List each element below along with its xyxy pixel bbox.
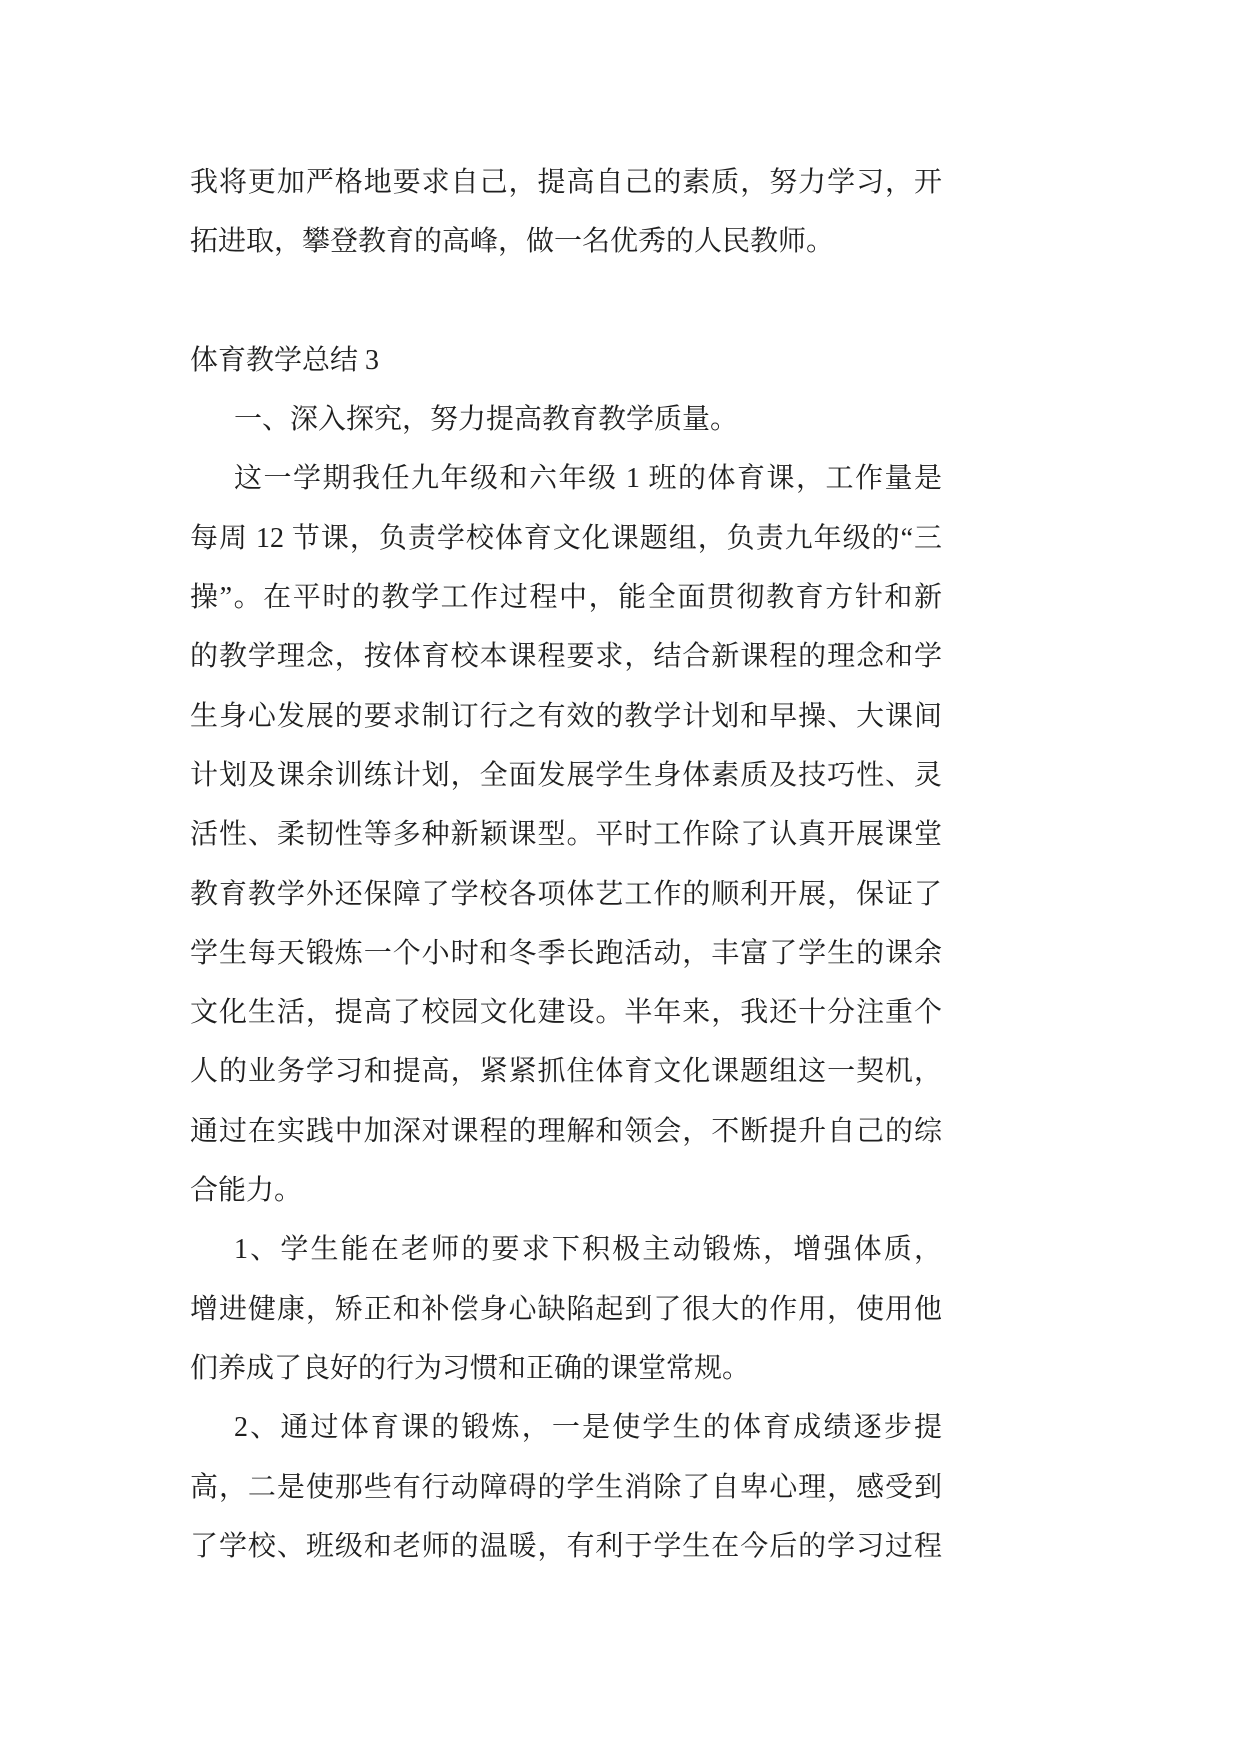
document-body xyxy=(190,153,942,1576)
section-heading: 一、深入探究，努力提高教育教学质量。 xyxy=(234,404,739,436)
list-item-line: 增进健康，矫正和补偿身心缺陷起到了很大的作用，使用他 xyxy=(190,1293,942,1325)
paragraph-line: 活性、柔韧性等多种新颖课型。平时工作除了认真开展课堂 xyxy=(190,819,942,851)
paragraph-line: 合能力。 xyxy=(190,1175,303,1207)
paragraph-line: 文化生活，提高了校园文化建设。半年来，我还十分注重个 xyxy=(190,997,942,1029)
paragraph-line: 我将更加严格地要求自己，提高自己的素质，努力学习，开 xyxy=(190,167,942,198)
paragraph-line: 学生每天锻炼一个小时和冬季长跑活动，丰富了学生的课余 xyxy=(190,937,942,969)
list-item-line: 了学校、班级和老师的温暖，有利于学生在今后的学习过程 xyxy=(190,1530,942,1562)
blank-line xyxy=(190,272,942,331)
paragraph-line: 每周 12 节课，负责学校体育文化课题组，负责九年级的“三 xyxy=(190,522,942,554)
list-item-line: 高，二是使那些有行动障碍的学生消除了自卑心理，感受到 xyxy=(190,1471,942,1503)
list-item-line: 们养成了良好的行为习惯和正确的课堂常规。 xyxy=(190,1352,751,1384)
paragraph-line: 拓进取，攀登教育的高峰，做一名优秀的人民教师。 xyxy=(190,226,835,258)
paragraph-line: 的教学理念，按体育校本课程要求，结合新课程的理念和学 xyxy=(190,641,942,673)
paragraph-line: 操”。在平时的教学工作过程中，能全面贯彻教育方针和新 xyxy=(190,582,942,614)
paragraph-line: 生身心发展的要求制订行之有效的教学计划和早操、大课间 xyxy=(190,700,942,732)
paragraph-line: 教育教学外还保障了学校各项体艺工作的顺利开展，保证了 xyxy=(190,878,942,910)
list-item-line: 1、学生能在老师的要求下积极主动锻炼，增强体质， xyxy=(234,1234,942,1266)
section-title: 体育教学总结 3 xyxy=(190,344,380,376)
paragraph-line: 这一学期我任九年级和六年级 1 班的体育课，工作量是 xyxy=(234,463,942,495)
list-item-line: 2、通过体育课的锻炼，一是使学生的体育成绩逐步提 xyxy=(234,1412,942,1444)
paragraph-line: 通过在实践中加深对课程的理解和领会，不断提升自己的综 xyxy=(190,1115,942,1147)
paragraph-line: 人的业务学习和提高，紧紧抓住体育文化课题组这一契机， xyxy=(190,1056,942,1088)
paragraph-line: 计划及课余训练计划，全面发展学生身体素质及技巧性、灵 xyxy=(190,759,942,791)
